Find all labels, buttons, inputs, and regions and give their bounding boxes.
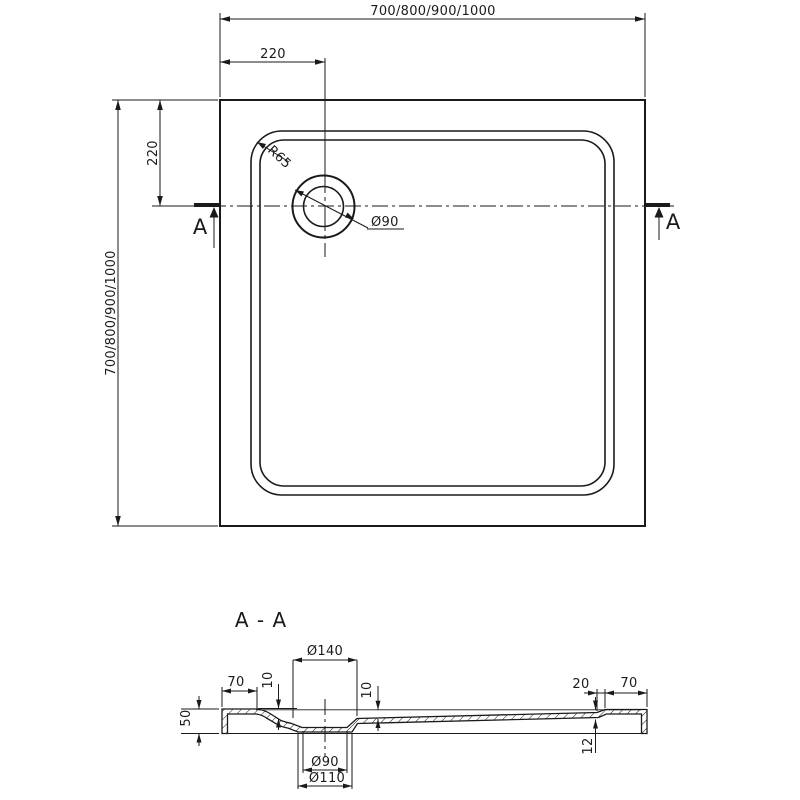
dim-drain-offset-vertical-label: 220 (146, 140, 161, 166)
section-profile-shell (222, 709, 647, 734)
section-arrow-head (210, 207, 219, 218)
dim-rim-width-left-label: 70 (227, 675, 245, 690)
arrowhead-down (276, 700, 281, 709)
arrowhead-left (298, 784, 307, 789)
arrowhead-right (315, 59, 325, 65)
dim-overall-height-section-label: 50 (179, 709, 194, 727)
arrowhead-bottom (157, 196, 163, 206)
arrowhead-rim-right (638, 691, 647, 696)
dim-drain-hole-label: Ø90 (311, 755, 339, 770)
arrowhead-bottom (115, 516, 121, 526)
section-marker-a-right-label: A (665, 210, 681, 234)
top-view (104, 4, 681, 526)
dim-right-step-and-rim (572, 676, 647, 711)
arrowhead-top (115, 100, 121, 110)
dim-drain-offset-vertical (112, 100, 218, 206)
dim-overall-height-label: 700/800/900/1000 (104, 250, 119, 376)
dim-rim-width-right-label: 70 (620, 676, 638, 691)
dim-step-width-label: 20 (572, 677, 590, 692)
section-marker-left (193, 205, 220, 248)
dim-overall-height-section (179, 696, 219, 746)
dim-rim-width-left (222, 675, 257, 709)
arrowhead-down (376, 701, 381, 710)
dim-corner-radius (257, 142, 294, 172)
section-marker-right (644, 205, 681, 240)
corner-radius-label: R65 (264, 142, 294, 172)
arrowhead-right (348, 658, 357, 663)
dim-drain-offset-horizontal-label: 220 (260, 47, 286, 62)
section-marker-a-left-label: A (192, 215, 208, 239)
section-view (179, 608, 647, 789)
dim-drain-offset-horizontal (220, 47, 325, 65)
section-arrow-head (655, 207, 664, 218)
arrowhead-left (220, 59, 230, 65)
arrowhead-right (635, 16, 645, 22)
arrowhead-up (593, 720, 598, 729)
dim-floor-drop-right-label: 10 (360, 681, 375, 699)
arrowhead-right (248, 689, 257, 694)
dim-overall-height (104, 100, 218, 526)
dim-rim-height-left-label: 10 (261, 671, 276, 689)
diameter-line (295, 190, 368, 228)
arrowhead-step-right (605, 691, 614, 696)
dim-overall-width-label: 700/800/900/1000 (370, 4, 496, 19)
arrowhead-up (197, 734, 202, 743)
arrowhead-left (220, 16, 230, 22)
drain-diameter-label: Ø90 (371, 215, 399, 230)
section-title: A - A (234, 608, 288, 632)
tray-rim-outer-line (251, 131, 614, 495)
arrowhead (257, 142, 266, 149)
dim-step-height-label: 12 (581, 737, 596, 755)
dim-recess-bottom-label: Ø110 (308, 771, 346, 786)
arrowhead-top (157, 100, 163, 110)
dim-step-height (581, 697, 598, 755)
dim-recess-top-label: Ø140 (306, 644, 344, 659)
arrowhead-left (293, 658, 302, 663)
arrowhead-down (197, 700, 202, 709)
tray-rim-inner-line (260, 140, 605, 486)
